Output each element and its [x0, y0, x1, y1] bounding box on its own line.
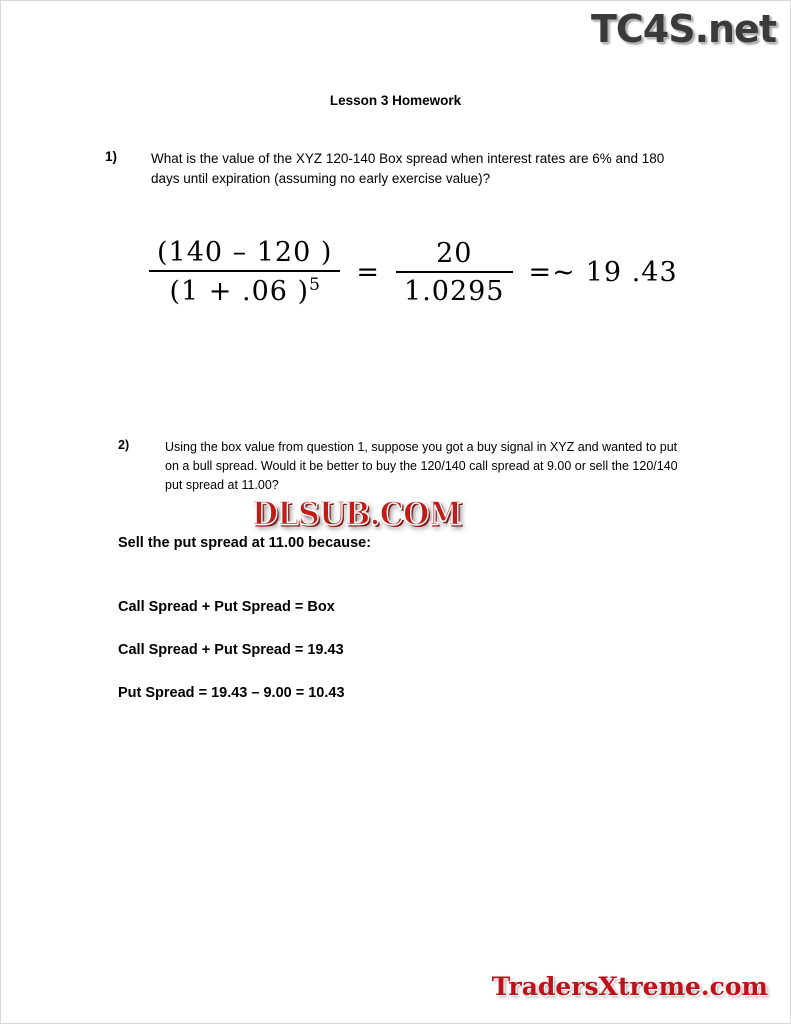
fraction-left-numerator: (140 – 120 ) [157, 237, 333, 268]
fraction-left-denominator-base: (1 + .06 ) [169, 276, 310, 307]
fraction-right-numerator: 20 [436, 237, 473, 269]
equals-sign-1: = [356, 256, 381, 288]
watermark-tc4s: TC4S.net [590, 7, 776, 51]
question-2-number: 2) [118, 438, 130, 452]
formula-result: 19 .43 [585, 256, 678, 288]
watermark-dlsub: DLSUB.COM [252, 495, 462, 534]
question-1 [105, 149, 705, 188]
watermark-tradersxtreme: TradersXtreme.com [491, 972, 768, 1001]
fraction-left [149, 237, 340, 307]
answer-line-1: Sell the put spread at 11.00 because: [118, 535, 372, 551]
fraction-left-denominator-exponent: 5 [309, 275, 320, 295]
equals-sign-2: =~ [528, 256, 576, 288]
fraction-left-denominator [162, 272, 328, 307]
fraction-right-denominator: 1.0295 [404, 275, 505, 307]
fraction-right [396, 238, 512, 307]
formula-box-value [143, 237, 678, 307]
answer-line-3: Call Spread + Put Spread = 19.43 [118, 642, 344, 658]
answer-line-2: Call Spread + Put Spread = Box [118, 599, 335, 615]
question-2-text: Using the box value from question 1, suppose you got a buy signal in XYZ and wanted to put on a bull spread. Would it be better to buy the 120/140 call spread at 9.00 or sell the 120/140 put spread at 11.00? [165, 440, 678, 492]
question-2 [118, 438, 718, 494]
question-1-number: 1) [105, 149, 118, 164]
question-1-text: What is the value of the XYZ 120-140 Box spread when interest rates are 6% and 180 days until expiration (assuming no early exercise value)? [151, 151, 665, 186]
page-title: Lesson 3 Homework [329, 93, 462, 108]
answer-line-4: Put Spread = 19.43 – 9.00 = 10.43 [118, 685, 345, 701]
